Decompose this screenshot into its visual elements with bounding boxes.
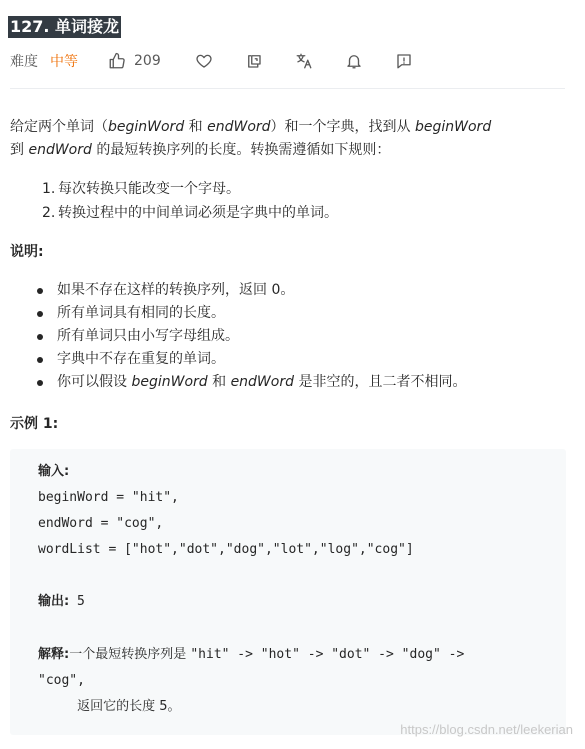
code-line-input <box>38 459 69 485</box>
problem-meta-bar <box>10 49 413 73</box>
note-text: 如果不存在这样的转换序列，返回 0。 <box>57 282 295 298</box>
bullet <box>37 334 43 340</box>
code-line-begin: beginWord = "hit", <box>38 490 179 505</box>
thumbs-up-icon[interactable] <box>108 52 126 70</box>
problem-title: 127. 单词接龙 <box>10 17 120 36</box>
notes-list <box>37 279 466 394</box>
end-word-term: endWord <box>230 374 294 390</box>
description-text: 的最短转换序列的长度。转换需遵循如下规则： <box>91 142 391 158</box>
note-item <box>37 348 466 371</box>
output-label: 输出: <box>38 594 70 609</box>
note-text-part: 是非空的，且二者不相同。 <box>294 374 467 390</box>
notes-heading: 说明: <box>10 244 44 260</box>
share-icon[interactable] <box>245 52 263 70</box>
difficulty-label: 难度 <box>10 54 38 70</box>
note-item <box>37 371 466 394</box>
note-text-part: 你可以假设 <box>57 374 132 390</box>
description-line-1 <box>10 116 570 138</box>
note-item <box>37 279 466 302</box>
code-line-wordlist: wordList = ["hot","dot","dog","lot","log","cog"] <box>38 542 414 557</box>
rule-text: 每次转换只能改变一个字母。 <box>58 181 240 197</box>
code-line-end: endWord = "cog", <box>38 516 164 531</box>
note-text-part: 和 <box>207 374 231 390</box>
note-text: 字典中不存在重复的单词。 <box>57 351 225 367</box>
begin-word-term: beginWord <box>131 374 208 390</box>
input-label: 输入: <box>38 464 70 479</box>
rule-item <box>42 201 338 225</box>
end-word-term: endWord <box>28 142 92 158</box>
rule-text: 转换过程中的中间单词必须是字典中的单词。 <box>58 205 338 221</box>
rules-list <box>42 177 338 225</box>
explain-text: 一个最短转换序列是 <box>69 647 191 662</box>
note-text: 所有单词具有相同的长度。 <box>57 305 225 321</box>
difficulty-value: 中等 <box>50 54 78 70</box>
explain-label: 解释: <box>38 647 70 662</box>
rule-number: 1. <box>42 181 56 197</box>
rule-item <box>42 177 338 201</box>
like-count: 209 <box>134 53 161 69</box>
watermark-url: https://blog.csdn.net/leekerian <box>400 722 573 737</box>
code-line-explain-tail <box>38 694 181 720</box>
description-text: 给定两个单词（ <box>10 119 108 135</box>
bell-icon[interactable] <box>345 52 363 70</box>
bullet <box>37 357 43 363</box>
example-code-block <box>10 449 566 735</box>
explain-code: "hit" -> "hot" -> "dot" -> "dog" -> <box>190 647 465 662</box>
bullet <box>37 311 43 317</box>
bullet <box>37 380 43 386</box>
description-text: ）和一个字典，找到从 <box>270 119 415 135</box>
header-divider <box>10 88 565 89</box>
rule-number: 2. <box>42 205 56 221</box>
begin-word-term: beginWord <box>415 119 492 135</box>
code-line-explain <box>38 642 464 668</box>
note-text: 所有单词只由小写字母组成。 <box>57 328 239 344</box>
feedback-icon[interactable] <box>395 52 413 70</box>
example-heading: 示例 1: <box>10 416 59 432</box>
description-text: 和 <box>184 119 208 135</box>
begin-word-term: beginWord <box>108 119 185 135</box>
bullet <box>37 288 43 294</box>
end-word-term: endWord <box>207 119 271 135</box>
heart-icon[interactable] <box>195 52 213 70</box>
code-line-explain-cont: "cog", <box>38 673 85 688</box>
output-value: 5 <box>69 594 85 609</box>
explain-tail-text: 返回它的长度 5。 <box>77 699 181 714</box>
description-text: 到 <box>10 142 29 158</box>
note-item <box>37 325 466 348</box>
problem-title-wrap <box>8 16 121 38</box>
note-text <box>57 371 466 394</box>
description-line-2 <box>10 139 570 161</box>
note-item <box>37 302 466 325</box>
indent <box>38 699 77 714</box>
code-line-output <box>38 589 85 615</box>
translate-icon[interactable] <box>295 52 313 70</box>
